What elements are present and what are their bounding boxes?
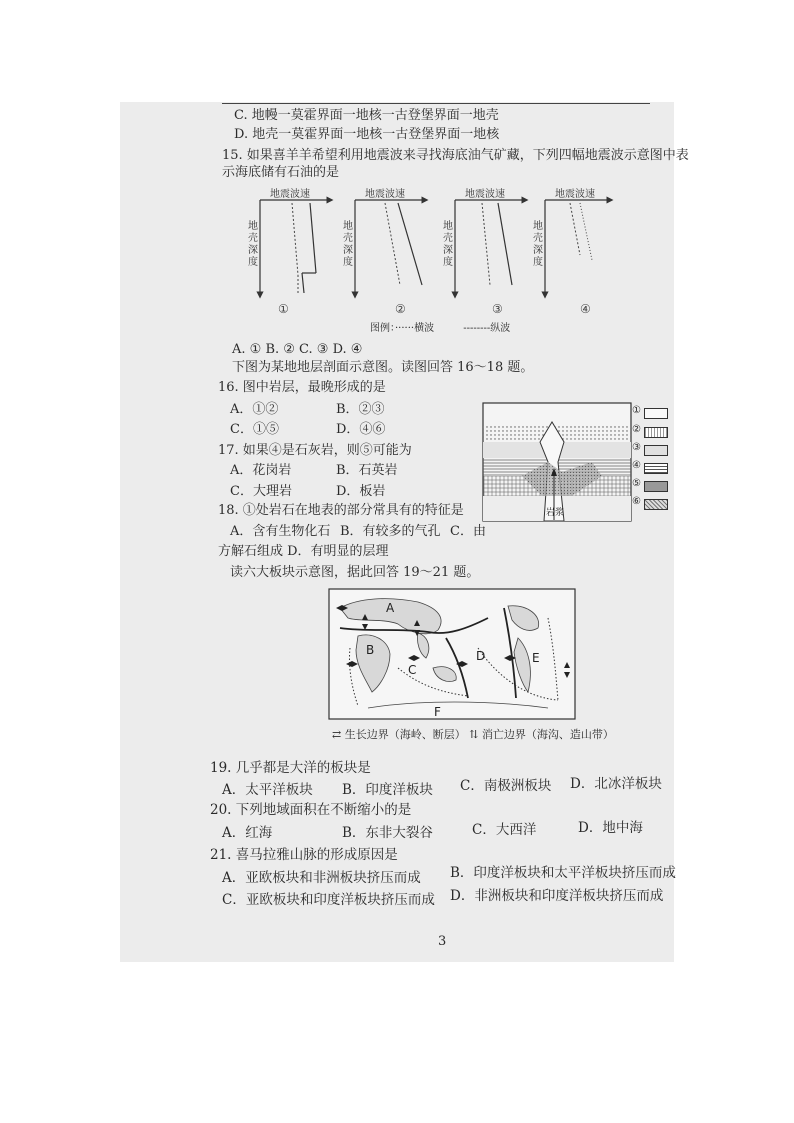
q19-21-intro: 读六大板块示意图，据此回答 19～21 题。 xyxy=(230,565,480,580)
seismic-diagram-3 xyxy=(455,200,525,295)
depth-label-4-1: 地 xyxy=(533,221,543,232)
subduction-boundary-icon: ⇅ xyxy=(469,728,479,741)
q16-option-c: C．①⑤ xyxy=(230,422,279,437)
legend-swatch-2 xyxy=(644,427,668,438)
q15-options: A. ① B. ② C. ③ D. ④ xyxy=(232,342,363,357)
q18-option-b: B．有较多的气孔 xyxy=(340,524,441,539)
depth-label-4-3: 深 xyxy=(533,245,543,256)
axis-labels xyxy=(270,187,595,200)
legend-prefix: 图例： xyxy=(370,323,395,334)
q21-option-b: B．印度洋板块和太平洋板块挤压而成 xyxy=(450,865,676,881)
plate-label-e: E xyxy=(532,651,540,665)
diagram-number-2: ② xyxy=(395,302,406,316)
q17-option-b: B．石英岩 xyxy=(336,463,398,478)
strata-legend xyxy=(632,405,672,505)
strata-profile-diagram xyxy=(482,402,632,522)
depth-label-3-1: 地 xyxy=(443,221,453,232)
legend-swatch-4 xyxy=(644,463,668,474)
q16-option-a: A．①② xyxy=(230,402,279,417)
legend-num-2: ② xyxy=(632,424,641,435)
seismic-wave-diagrams xyxy=(240,185,620,320)
legend-swatch-6 xyxy=(644,499,668,510)
diagram-number-1: ① xyxy=(278,302,289,316)
six-plates-map xyxy=(328,588,576,720)
legend-swatch-5 xyxy=(644,481,668,492)
q19-stem: 19. 几乎都是大洋的板块是 xyxy=(210,760,371,776)
legend-num-6: ⑥ xyxy=(632,496,641,507)
q20-option-b: B．东非大裂谷 xyxy=(342,825,433,841)
legend-transverse: 横波 xyxy=(414,323,435,334)
depth-label-1-3: 深 xyxy=(248,245,258,256)
q15-legend xyxy=(370,321,510,337)
q18-option-c: C．由 xyxy=(450,524,486,539)
axis-label-wave-speed-2: 地震波速 xyxy=(365,189,405,200)
depth-label-2-2: 壳 xyxy=(343,233,353,244)
q20-option-a: A．红海 xyxy=(222,825,273,841)
legend-num-4: ④ xyxy=(632,460,641,471)
legend-num-3: ③ xyxy=(632,442,641,453)
q21-stem: 21. 喜马拉雅山脉的形成原因是 xyxy=(210,847,398,863)
legend-longitudinal: 纵波 xyxy=(490,323,511,334)
axis-label-wave-speed-4: 地震波速 xyxy=(555,189,595,200)
depth-label-4-2: 壳 xyxy=(533,233,543,244)
depth-label-3-2: 壳 xyxy=(443,233,453,244)
seismic-diagram-2 xyxy=(355,200,425,295)
q17-option-c: C．大理岩 xyxy=(230,484,292,499)
q21-option-d: D．非洲板块和印度洋板块挤压而成 xyxy=(450,888,664,904)
q21-option-c: C．亚欧板块和印度洋板块挤压而成 xyxy=(222,892,435,908)
axis-label-wave-speed-3: 地震波速 xyxy=(465,189,505,200)
q17-option-d: D．板岩 xyxy=(336,484,386,499)
diagram-numbers xyxy=(278,302,591,316)
q16-stem: 16. 图中岩层，最晚形成的是 xyxy=(218,380,386,395)
legend-dotted-line: ······ xyxy=(395,323,415,334)
depth-label-2-4: 度 xyxy=(343,257,353,268)
growth-boundary-icon: ⇄ xyxy=(332,728,342,741)
depth-label-3-3: 深 xyxy=(443,245,453,256)
depth-labels xyxy=(248,219,543,268)
legend-subduction: 消亡边界（海沟、造山带） xyxy=(481,728,614,741)
q19-option-a: A．太平洋板块 xyxy=(222,782,313,798)
q16-option-b: B．②③ xyxy=(336,402,385,417)
plate-label-f: F xyxy=(434,705,441,719)
depth-label-2-1: 地 xyxy=(343,221,353,232)
plate-label-c: C xyxy=(408,663,417,677)
q19-option-b: B．印度洋板块 xyxy=(342,782,433,798)
depth-label-1-4: 度 xyxy=(248,257,258,268)
diagram-number-3: ③ xyxy=(492,302,503,316)
q21-option-a: A．亚欧板块和非洲板块挤压而成 xyxy=(222,870,421,886)
q14-option-d: D. 地壳一莫霍界面一地核一古登堡界面一地核 xyxy=(234,127,500,142)
depth-label-1-1: 地 xyxy=(248,221,258,232)
plate-label-d: D xyxy=(476,649,486,663)
legend-dashed-line: -------- xyxy=(463,323,491,334)
legend-swatch-1 xyxy=(644,408,668,419)
axis-label-wave-speed-1: 地震波速 xyxy=(270,189,310,200)
legend-swatch-3 xyxy=(644,445,668,456)
q15-stem-line1: 15. 如果喜羊羊希望利用地震波来寻找海底油气矿藏，下列四幅地震波示意图中表 xyxy=(222,148,689,163)
seismic-diagram-1 xyxy=(260,200,330,295)
q18-option-a: A．含有生物化石 xyxy=(230,524,331,539)
q18-line2: 方解石组成 D．有明显的层理 xyxy=(218,544,389,559)
q18-stem: 18. ①处岩石在地表的部分常具有的特征是 xyxy=(218,503,464,518)
legend-num-1: ① xyxy=(632,405,641,416)
q20-option-c: C．大西洋 xyxy=(472,822,537,838)
depth-label-3-4: 度 xyxy=(443,257,453,268)
diagram-number-4: ④ xyxy=(580,302,591,316)
plates-legend xyxy=(332,727,614,743)
q20-stem: 20. 下列地域面积在不断缩小的是 xyxy=(210,802,412,818)
legend-num-5: ⑤ xyxy=(632,478,641,489)
depth-label-2-3: 深 xyxy=(343,245,353,256)
q20-option-d: D．地中海 xyxy=(578,820,643,836)
q19-option-c: C．南极洲板块 xyxy=(460,778,552,794)
page-number: 3 xyxy=(438,934,447,949)
depth-label-1-2: 壳 xyxy=(248,233,258,244)
legend-growth: 生长边界（海岭、断层） xyxy=(344,728,466,741)
header-rule xyxy=(222,103,650,104)
q16-18-intro: 下图为某地地层剖面示意图。读图回答 16～18 题。 xyxy=(232,360,534,375)
plate-label-b: B xyxy=(366,643,375,657)
q16-option-d: D．④⑥ xyxy=(336,422,386,437)
depth-label-4-4: 度 xyxy=(533,257,543,268)
q17-stem: 17. 如果④是石灰岩，则⑤可能为 xyxy=(218,443,412,458)
seismic-diagram-4 xyxy=(545,200,610,295)
q17-option-a: A．花岗岩 xyxy=(230,463,292,478)
q14-option-c: C. 地幔一莫霍界面一地核一古登堡界面一地壳 xyxy=(234,108,499,123)
magma-label: 岩浆 xyxy=(546,508,565,518)
q19-option-d: D．北冰洋板块 xyxy=(570,776,662,792)
q15-stem-line2: 示海底储有石油的是 xyxy=(222,165,340,180)
plate-label-a: A xyxy=(386,601,395,615)
